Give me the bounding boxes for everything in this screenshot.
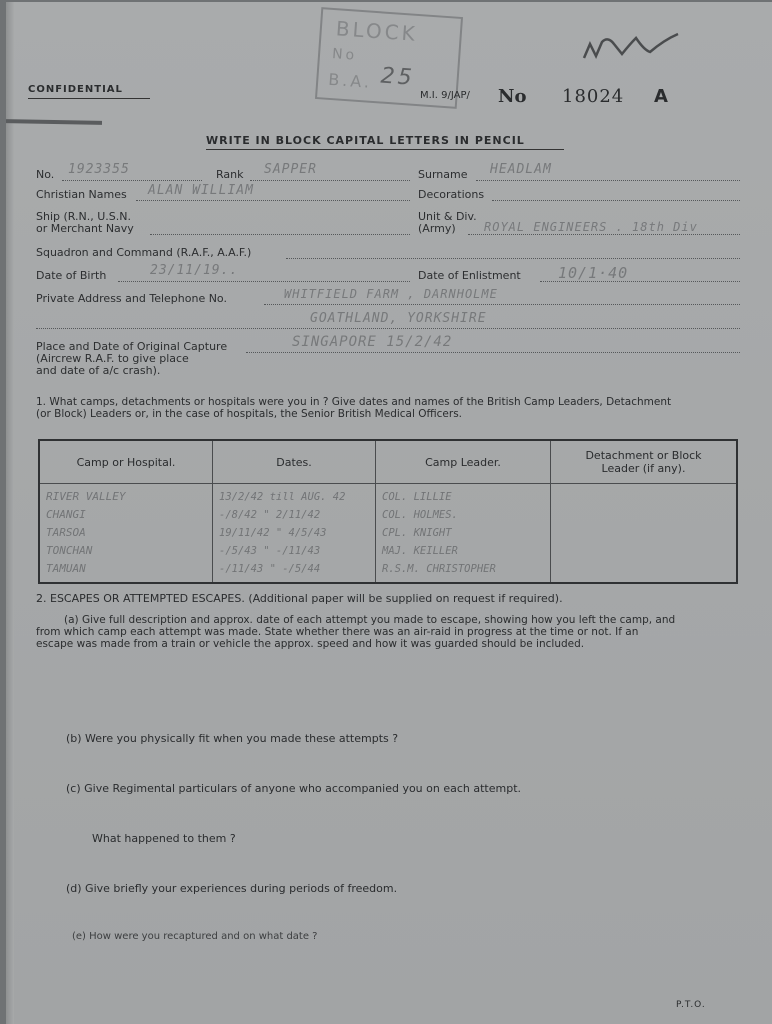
section2-title: 2. ESCAPES OR ATTEMPTED ESCAPES. (Additional paper will be supplied on request if required). xyxy=(36,592,563,605)
camps-table-body xyxy=(39,484,737,584)
camp-entry: TONCHAN xyxy=(46,544,93,557)
camp-entry: TAMUAN xyxy=(46,562,86,575)
address-value-1: WHITFIELD FARM , DARNHOLME xyxy=(284,287,498,301)
form-sheet xyxy=(6,2,772,1024)
no-value: 1923355 xyxy=(68,162,130,177)
surname-value: HEADLAM xyxy=(490,162,552,177)
col-camp-header: Camp or Hospital. xyxy=(39,440,213,484)
section2-a-line-2: from which camp each attempt was made. State whether there was an air-raid in progress at the time or not. If an xyxy=(36,626,639,638)
instruction-underline xyxy=(206,149,564,150)
camp-entry: TARSOA xyxy=(46,526,86,539)
capture-label-1: Place and Date of Original Capture xyxy=(36,340,228,353)
squadron-label: Squadron and Command (R.A.F., A.A.F.) xyxy=(36,246,252,259)
camps-cell xyxy=(39,484,213,584)
leader-list xyxy=(376,484,550,578)
reference-code: M.I. 9/JAP/ xyxy=(420,90,470,101)
ship-label-1: Ship (R.N., U.S.N. xyxy=(36,210,131,223)
date-list xyxy=(213,484,375,578)
decorations-label: Decorations xyxy=(418,188,485,201)
col-detachment-header xyxy=(551,440,738,484)
col-detachment-header-2: Leader (if any). xyxy=(601,462,686,475)
section1-question-2: (or Block) Leaders or, in the case of hospitals, the Senior British Medical Officers. xyxy=(36,408,463,420)
section2-d: (d) Give briefly your experiences during periods of freedom. xyxy=(66,882,398,895)
sheet-edge xyxy=(6,2,14,1024)
capture-label-3: and date of a/c crash). xyxy=(36,364,161,377)
col-dates-header: Dates. xyxy=(213,440,376,484)
camps-table xyxy=(38,439,738,584)
address-line-1 xyxy=(264,304,740,305)
col-detachment-header-1: Detachment or Block xyxy=(585,449,702,462)
date-entry: -/11/43 " -/5/44 xyxy=(219,563,321,575)
detachment-cell xyxy=(551,484,738,584)
stamp-number: 25 xyxy=(379,63,416,91)
unit-label-1: Unit & Div. xyxy=(418,210,477,223)
unit-value: ROYAL ENGINEERS . 18th Div xyxy=(484,220,698,234)
camps-table-header xyxy=(39,440,737,484)
col-leader-header: Camp Leader. xyxy=(376,440,551,484)
leader-entry: R.S.M. CHRISTOPHER xyxy=(382,563,496,575)
stamp-line-ba: B.A. xyxy=(327,69,373,92)
date-entry: 13/2/42 till AUG. 42 xyxy=(219,491,346,503)
surname-line xyxy=(476,180,740,181)
handwritten-initials-signature xyxy=(578,30,688,70)
leader-cell xyxy=(376,484,551,584)
leader-entry: COL. HOLMES. xyxy=(382,509,458,521)
enlistment-label: Date of Enlistment xyxy=(418,269,521,282)
camp-list xyxy=(40,484,212,578)
section2-c-follow: What happened to them ? xyxy=(92,832,236,845)
section2-a-line-1: (a) Give full description and approx. date of each attempt you made to escape, showing how you left the camp, and xyxy=(64,614,676,626)
rank-value: SAPPER xyxy=(264,162,317,177)
dob-line xyxy=(118,281,410,282)
stamp-line-block: BLOCK xyxy=(335,16,419,46)
leader-entry: COL. LILLIE xyxy=(382,491,452,503)
section2-e: (e) How were you recaptured and on what date ? xyxy=(72,931,318,942)
instruction-heading: WRITE IN BLOCK CAPITAL LETTERS IN PENCIL xyxy=(206,134,525,147)
dates-cell xyxy=(213,484,376,584)
christian-names-line xyxy=(136,200,410,201)
number-label: No xyxy=(498,86,527,107)
date-entry: -/5/43 " -/11/43 xyxy=(219,545,321,557)
capture-line xyxy=(246,352,740,353)
christian-names-value: ALAN WILLIAM xyxy=(148,183,254,198)
leader-entry: MAJ. KEILLER xyxy=(382,545,458,557)
surname-label: Surname xyxy=(418,168,468,181)
no-label: No. xyxy=(36,168,55,181)
decorations-line xyxy=(492,200,740,201)
dob-value: 23/11/19.. xyxy=(150,263,239,278)
section2-c: (c) Give Regimental particulars of anyone who accompanied you on each attempt. xyxy=(66,782,522,795)
address-label: Private Address and Telephone No. xyxy=(36,292,227,305)
camp-entry: CHANGI xyxy=(46,508,86,521)
rank-label: Rank xyxy=(216,168,244,181)
unit-label-2: (Army) xyxy=(418,222,456,235)
section1-question-1: 1. What camps, detachments or hospitals were you in ? Give dates and names of the British Camp Leaders, Detachment xyxy=(36,396,672,408)
section2-a-line-3: escape was made from a train or vehicle the approx. speed and how it was guarded should be included. xyxy=(36,638,585,650)
ship-label-2: or Merchant Navy xyxy=(36,222,134,235)
dob-label: Date of Birth xyxy=(36,269,107,282)
stamp-line-no: No xyxy=(331,46,358,64)
enlistment-value: 10/1·40 xyxy=(558,264,629,282)
form-suffix: A xyxy=(654,86,668,107)
section2-b: (b) Were you physically fit when you made these attempts ? xyxy=(66,732,399,745)
unit-line xyxy=(468,234,740,235)
capture-value: SINGAPORE 15/2/42 xyxy=(292,334,453,350)
capture-label-2: (Aircrew R.A.F. to give place xyxy=(36,352,189,365)
address-value-2: GOATHLAND, YORKSHIRE xyxy=(310,311,487,326)
form-number: 18024 xyxy=(562,86,625,107)
camp-entry: RIVER VALLEY xyxy=(46,490,126,503)
date-entry: -/8/42 " 2/11/42 xyxy=(219,509,321,521)
christian-names-label: Christian Names xyxy=(36,188,127,201)
binding-string xyxy=(6,119,102,125)
pto-label: P.T.O. xyxy=(676,1000,706,1010)
date-entry: 19/11/42 " 4/5/43 xyxy=(219,527,327,539)
squadron-line xyxy=(286,258,740,259)
rank-line xyxy=(250,180,410,181)
leader-entry: CPL. KNIGHT xyxy=(382,527,452,539)
address-line-2 xyxy=(36,328,740,329)
classification-label: CONFIDENTIAL xyxy=(28,84,123,95)
ship-line xyxy=(150,234,410,235)
classification-underline xyxy=(28,98,150,99)
no-line xyxy=(62,180,202,181)
